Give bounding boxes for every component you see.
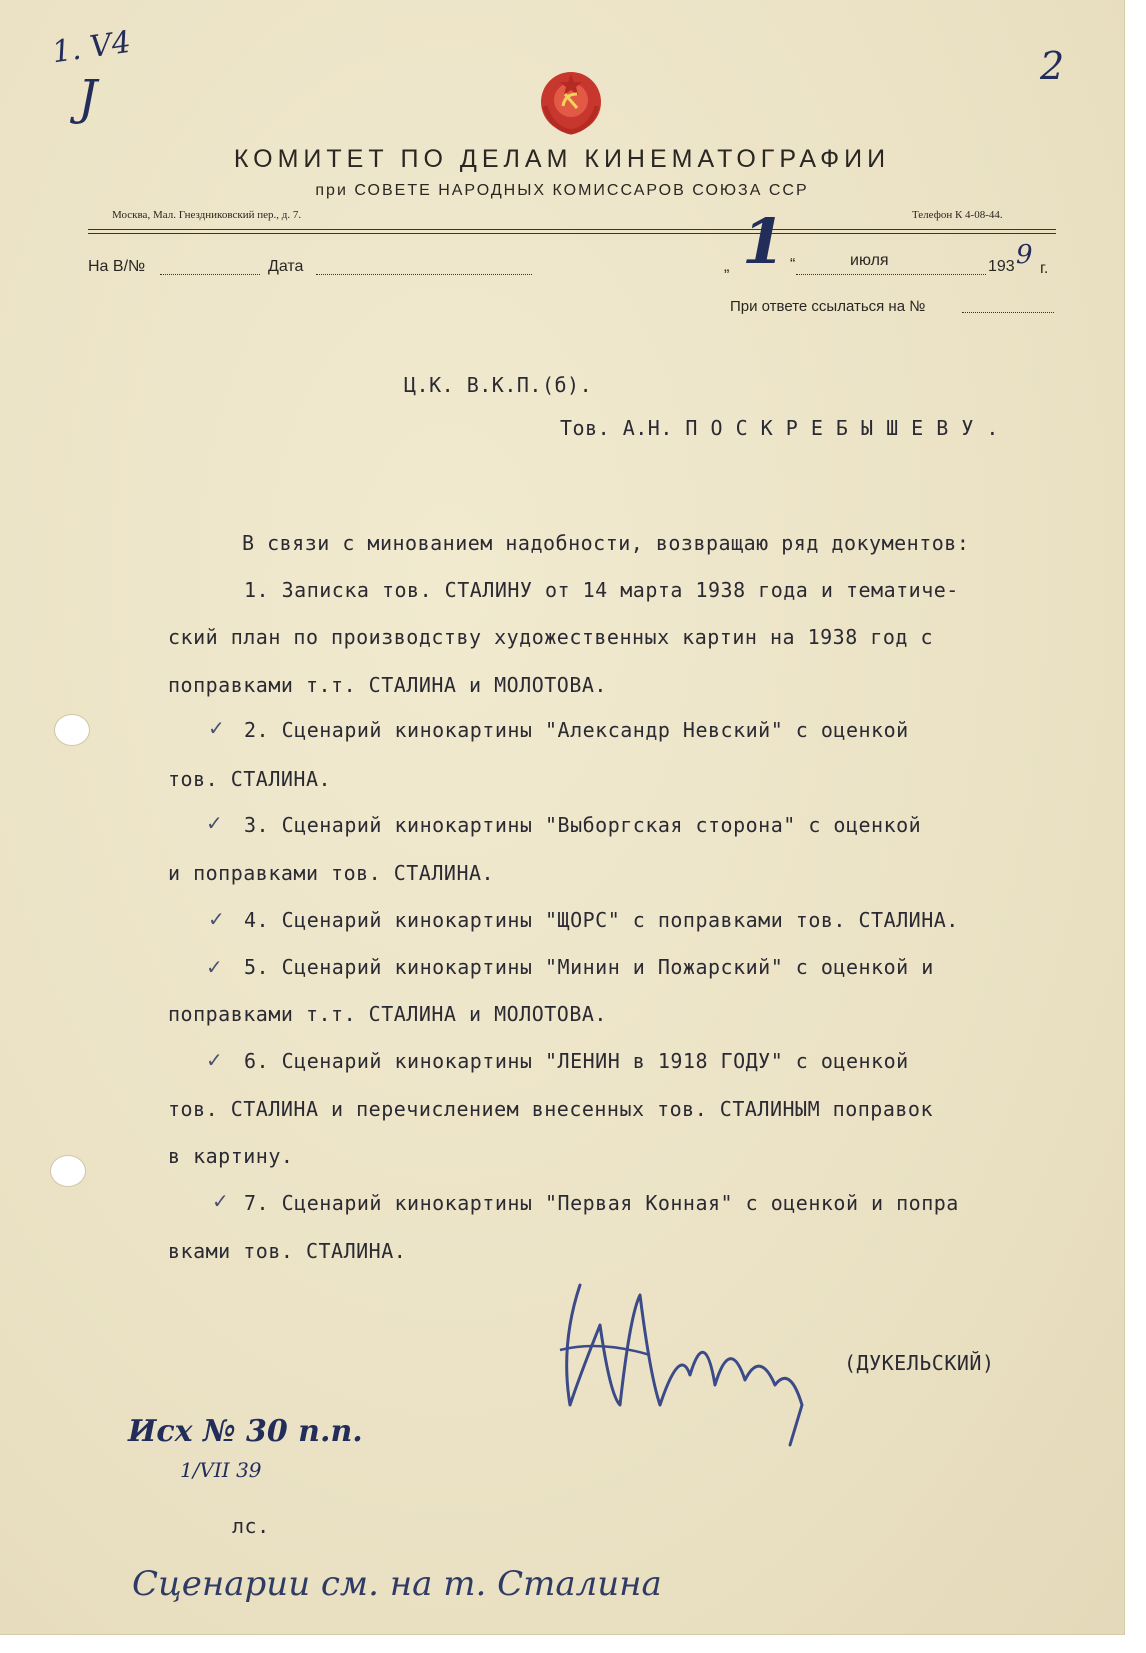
body-line: тов. СТАЛИНА и перечислением внесенных тов. СТАЛИНЫМ поправок: [168, 1097, 934, 1121]
margin-note-mark: J: [78, 70, 98, 126]
month-value: июля: [850, 252, 889, 269]
outgoing-date: 1/VII 39: [180, 1458, 262, 1482]
signature-scribble: [540, 1255, 820, 1455]
organization-title: КОМИТЕТ ПО ДЕЛАМ КИНЕМАТОГРАФИИ: [233, 145, 891, 173]
body-line: 5. Сценарий кинокартины "Минин и Пожарский" с оценкой и: [244, 955, 934, 979]
body-line: поправками т.т. СТАЛИНА и МОЛОТОВА.: [168, 1002, 607, 1026]
reference-label: На В/№: [88, 258, 146, 275]
organization-subtitle: при СОВЕТЕ НАРОДНЫХ КОМИССАРОВ СОЮЗА ССР: [315, 182, 809, 199]
body-line: вками тов. СТАЛИНА.: [168, 1239, 407, 1263]
outgoing-number: Исх № 30 п.п.: [128, 1414, 363, 1449]
quote-open: „: [724, 258, 730, 275]
handwritten-note: Сценарии см. на т. Сталина: [132, 1564, 662, 1604]
addressee-organization: Ц.К. В.К.П.(б).: [404, 373, 593, 397]
body-line: 3. Сценарий кинокартины "Выборгская сторона" с оценкой: [244, 813, 922, 837]
check-mark-icon: ✓: [206, 811, 223, 835]
body-intro: В связи с минованием надобности, возвращаю ряд документов:: [242, 531, 970, 555]
body-line: 6. Сценарий кинокартины "ЛЕНИН в 1918 ГОДУ" с оценкой: [244, 1049, 909, 1073]
addressee-name: Тов. А.Н. П О С К Р Е Б Ы Ш Е В У .: [560, 416, 999, 440]
body-line: 7. Сценарий кинокартины "Первая Конная" с оценкой и попра: [244, 1191, 959, 1215]
body-line: и поправками тов. СТАЛИНА.: [168, 861, 495, 885]
year-prefix: 193: [988, 258, 1015, 275]
reply-reference-label: При ответе ссылаться на №: [730, 298, 926, 315]
body-line: 1. Записка тов. СТАЛИНУ от 14 марта 1938 года и тематиче-: [244, 578, 959, 602]
year-handwritten: 9: [1016, 240, 1033, 270]
check-mark-icon: ✓: [208, 907, 225, 931]
check-mark-icon: ✓: [208, 716, 225, 740]
body-line: 2. Сценарий кинокартины "Александр Невский" с оценкой: [244, 718, 909, 742]
signer-name: (ДУКЕЛЬСКИЙ): [844, 1351, 995, 1375]
organization-phone: Телефон К 4-08-44.: [912, 209, 1003, 221]
punch-hole: [54, 714, 90, 746]
month-field: [796, 274, 986, 275]
year-suffix: г.: [1040, 260, 1049, 277]
reply-reference-field: [962, 312, 1054, 313]
date-label: Дата: [268, 258, 304, 275]
punch-hole: [50, 1155, 86, 1187]
reference-field: [160, 274, 260, 275]
date-field: [316, 274, 532, 275]
check-mark-icon: ✓: [206, 955, 223, 979]
header-rule: [88, 229, 1056, 230]
body-line: тов. СТАЛИНА.: [168, 767, 332, 791]
margin-note-top-left: 1. V4: [49, 24, 133, 71]
body-line: 4. Сценарий кинокартины "ЩОРС" с поправками тов. СТАЛИНА.: [244, 908, 959, 932]
page-number: 2: [1040, 44, 1065, 88]
ussr-emblem-icon: [535, 66, 607, 138]
body-line: поправками т.т. СТАЛИНА и МОЛОТОВА.: [168, 673, 607, 697]
body-line: в картину.: [168, 1144, 294, 1168]
header-rule-double: [88, 233, 1056, 234]
quote-close: “: [790, 256, 796, 273]
body-line: ский план по производству художественных картин на 1938 год с: [168, 625, 934, 649]
day-handwritten: 1: [742, 205, 786, 278]
typist-initials: лс.: [232, 1514, 270, 1538]
check-mark-icon: ✓: [212, 1189, 229, 1213]
organization-address: Москва, Мал. Гнездниковский пер., д. 7.: [112, 209, 302, 221]
check-mark-icon: ✓: [206, 1048, 223, 1072]
